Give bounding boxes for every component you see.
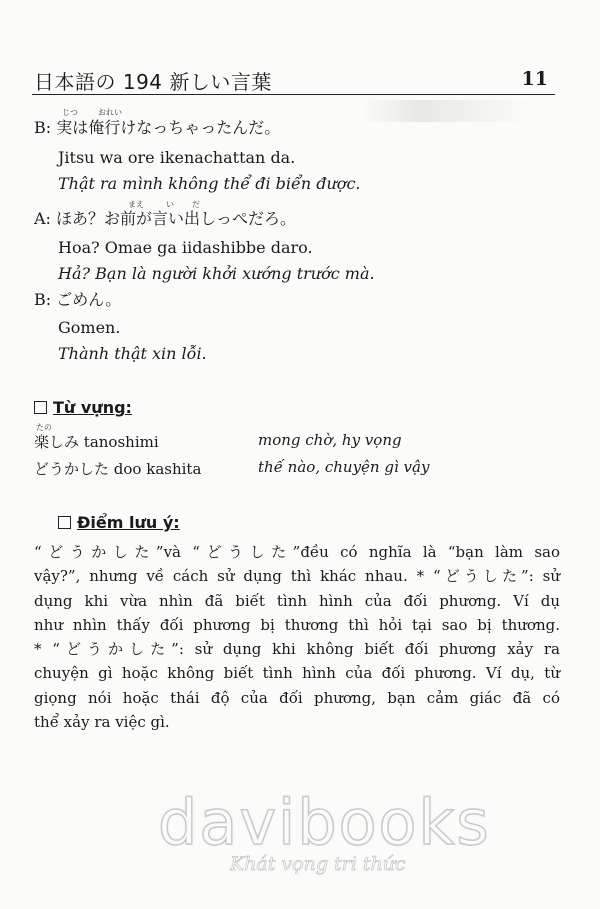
dialogue-line-3 xyxy=(34,290,121,310)
vocab-meaning: thế nào, chuyện gì vậy xyxy=(258,458,430,476)
romaji-text: Jitsu wa ore ikenachattan da. xyxy=(58,148,296,167)
watermark-tagline: Khát vọng tri thức xyxy=(230,853,406,875)
header-divider xyxy=(32,94,555,95)
notes-heading: Điểm lưu ý: xyxy=(58,513,180,532)
paragraph-line: vậy?”, nhưng về cách sử dụng thì khác nhau. * “どうした”: sử xyxy=(34,567,560,586)
furigana-da: だ xyxy=(192,200,200,209)
paragraph-line: “どうかした”và “どうした”đều có nghĩa là “bạn làm sao xyxy=(34,543,560,561)
speaker-label: B: xyxy=(34,290,52,309)
furigana-jitsu: じつ xyxy=(62,108,78,117)
speaker-label: B: xyxy=(34,118,52,137)
paragraph-line: thể xảy ra việc gì. xyxy=(34,713,170,732)
vietnamese-translation: Thành thật xin lỗi. xyxy=(58,344,207,363)
running-header-title: 日本語の 194 新しい言葉 xyxy=(34,70,272,94)
checkbox-icon xyxy=(58,516,71,529)
speaker-label: A: xyxy=(34,209,51,228)
vietnamese-translation: Thật ra mình không thể đi biển được. xyxy=(58,174,361,193)
paragraph-line: giọng nói hoặc thái độ của đối phương, bạn cảm giác đã có xyxy=(34,688,560,707)
notes-paragraph xyxy=(34,540,560,734)
vocab-romaji: tanoshimi xyxy=(83,433,159,451)
furigana-ore: おれい xyxy=(98,108,122,117)
vocab-term xyxy=(34,431,159,452)
bleed-through-smudge xyxy=(362,100,532,122)
vietnamese-translation: Hả? Bạn là người khởi xướng trước mà. xyxy=(58,264,375,283)
romaji-text: Gomen. xyxy=(58,318,121,337)
page-number: 11 xyxy=(521,68,548,90)
paragraph-line: như nhìn thấy đối phương bị thương thì hỏi tại sao bị thương. xyxy=(34,615,560,634)
paragraph-line: * “どうかした”: sử dụng khi không biết đối phương xảy ra xyxy=(34,640,560,659)
checkbox-icon xyxy=(34,401,47,414)
japanese-text: ごめん。 xyxy=(56,290,122,309)
vocab-japanese: 楽しみ xyxy=(34,433,80,451)
furigana-mae: まえ xyxy=(128,200,144,209)
japanese-text: 実は俺行けなっちゃったんだ。 xyxy=(56,118,281,137)
vocab-meaning: mong chờ, hy vọng xyxy=(258,431,402,449)
furigana-i: い xyxy=(166,200,174,209)
vocab-term xyxy=(34,458,201,479)
furigana-tano: たの xyxy=(36,423,52,432)
vocab-japanese: どうかした xyxy=(34,460,110,478)
vocab-romaji: doo kashita xyxy=(113,460,202,478)
romaji-text: Hoa? Omae ga iidashibbe daro. xyxy=(58,238,313,257)
vocabulary-heading: Từ vựng: xyxy=(34,398,132,417)
paragraph-line: chuyện gì hoặc không biết tình hình của đối phương. Ví dụ, từ xyxy=(34,664,560,683)
dialogue-line-1 xyxy=(34,118,280,138)
watermark-logo: davibooks xyxy=(158,786,491,859)
japanese-text: ほあ？お前が言い出しっぺだろ。 xyxy=(56,209,297,228)
dialogue-line-2 xyxy=(34,209,296,229)
paragraph-line: dụng khi vừa nhìn đã biết tình hình của đối phương. Ví dụ xyxy=(34,591,560,610)
